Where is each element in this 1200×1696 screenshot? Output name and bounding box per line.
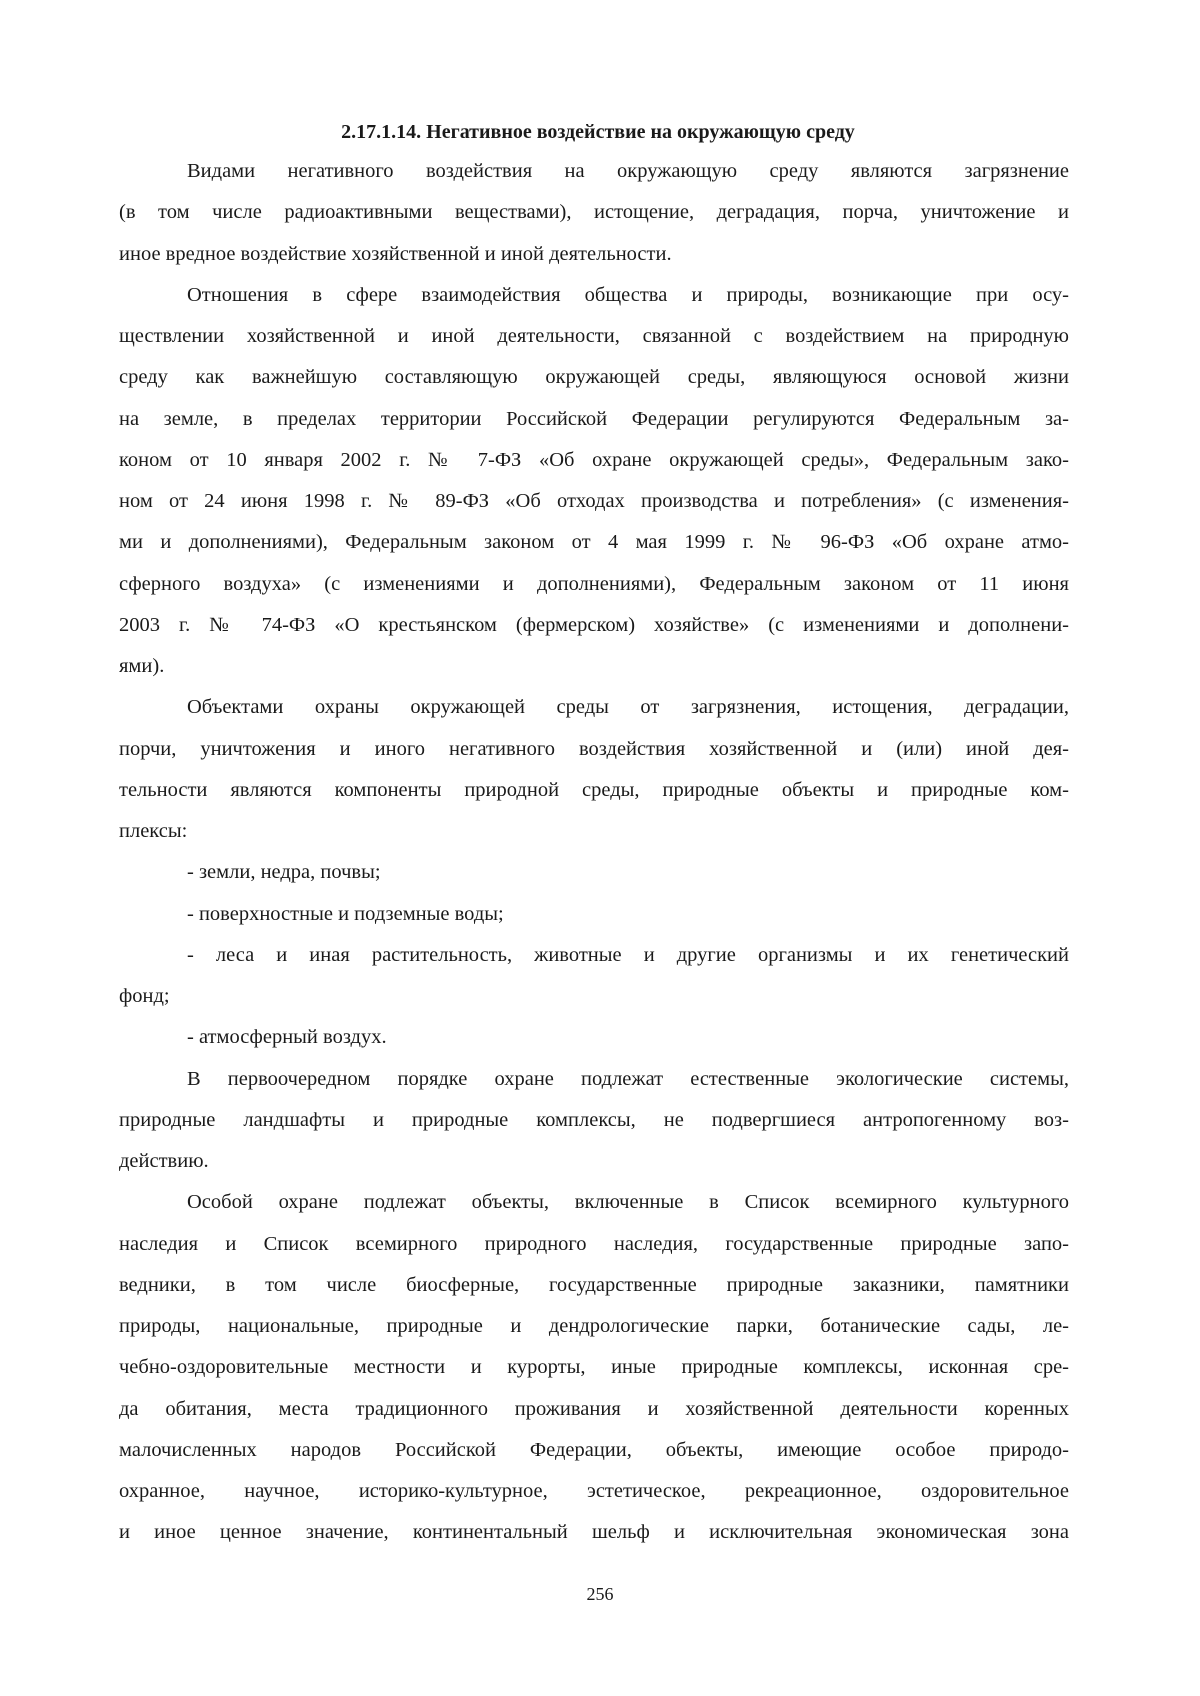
text-line: Особой охране подлежат объекты, включенные в Список всемирного культурного [187, 1191, 1069, 1214]
text-line: ми и дополнениями), Федеральным законом от 4 мая 1999 г. № 96-ФЗ «Об охране атмо- [119, 531, 1069, 554]
text-line: и иное ценное значение, континентальный шельф и исключительная экономическая зона [119, 1521, 1069, 1544]
text-line: В первоочередном порядке охране подлежат естественные экологические системы, [187, 1067, 1069, 1090]
text-line: порчи, уничтожения и иного негативного воздействия хозяйственной и (или) иной дея- [119, 737, 1069, 760]
text-line: сферного воздуха» (с изменениями и дополнениями), Федеральным законом от 11 июня [119, 572, 1069, 595]
text-line: среду как важнейшую составляющую окружающей среды, являющуюся основой жизни [119, 366, 1069, 389]
text-line: (в том числе радиоактивными веществами), истощение, деградация, порча, уничтожение и [119, 201, 1069, 224]
text-line: 2003 г. № 74-ФЗ «О крестьянском (фермерском) хозяйстве» (с изменениями и дополнени- [119, 613, 1069, 636]
text-line: малочисленных народов Российской Федерации, объекты, имеющие особое природо- [119, 1438, 1069, 1461]
text-line: действию. [119, 1150, 209, 1172]
text-line: фонд; [119, 985, 170, 1007]
text-line: Отношения в сфере взаимодействия общества и природы, возникающие при осу- [187, 283, 1069, 306]
text-line: на земле, в пределах территории Российской Федерации регулируются Федеральным за- [119, 407, 1069, 430]
text-line: иное вредное воздействие хозяйственной и иной деятельности. [119, 242, 672, 265]
text-line: - атмосферный воздух. [187, 1026, 387, 1049]
text-line: ведники, в том числе биосферные, государственные природные заказники, памятники [119, 1273, 1069, 1296]
text-line: ществлении хозяйственной и иной деятельности, связанной с воздействием на природную [119, 325, 1069, 347]
text-line: Видами негативного воздействия на окружающую среду являются загрязнение [187, 160, 1069, 182]
text-line: чебно-оздоровительные местности и курорты, иные природные комплексы, исконная сре- [119, 1356, 1069, 1379]
page-content [119, 113, 1069, 1554]
text-line: - леса и иная растительность, животные и другие организмы и их генетический [187, 943, 1069, 966]
text-line: охранное, научное, историко-культурное, эстетическое, рекреационное, оздоровительное [119, 1480, 1069, 1502]
page-number: 256 [586, 1584, 614, 1604]
text-line: коном от 10 января 2002 г. № 7-ФЗ «Об охране окружающей среды», Федеральным зако- [119, 448, 1069, 471]
text-line: да обитания, места традиционного проживания и хозяйственной деятельности коренных [119, 1397, 1069, 1420]
text-line: ями). [119, 655, 165, 677]
text-line: наследия и Список всемирного природного наследия, государственные природные запо- [119, 1232, 1069, 1255]
section-heading: 2.17.1.14. Негативное воздействие на окружающую среду [341, 121, 855, 143]
text-line: Объектами охраны окружающей среды от загрязнения, истощения, деградации, [187, 696, 1069, 719]
text-line: природы, национальные, природные и дендрологические парки, ботанические сады, ле- [119, 1315, 1069, 1337]
text-line: природные ландшафты и природные комплексы, не подвергшиеся антропогенному воз- [119, 1108, 1069, 1131]
text-body [119, 151, 1069, 1554]
text-line: - поверхностные и подземные воды; [187, 902, 504, 925]
text-line: тельности являются компоненты природной среды, природные объекты и природные ком- [119, 778, 1069, 801]
text-line: плексы: [119, 820, 188, 842]
text-line: - земли, недра, почвы; [187, 861, 381, 884]
text-line: ном от 24 июня 1998 г. № 89-ФЗ «Об отходах производства и потребления» (с изменения- [119, 490, 1069, 512]
